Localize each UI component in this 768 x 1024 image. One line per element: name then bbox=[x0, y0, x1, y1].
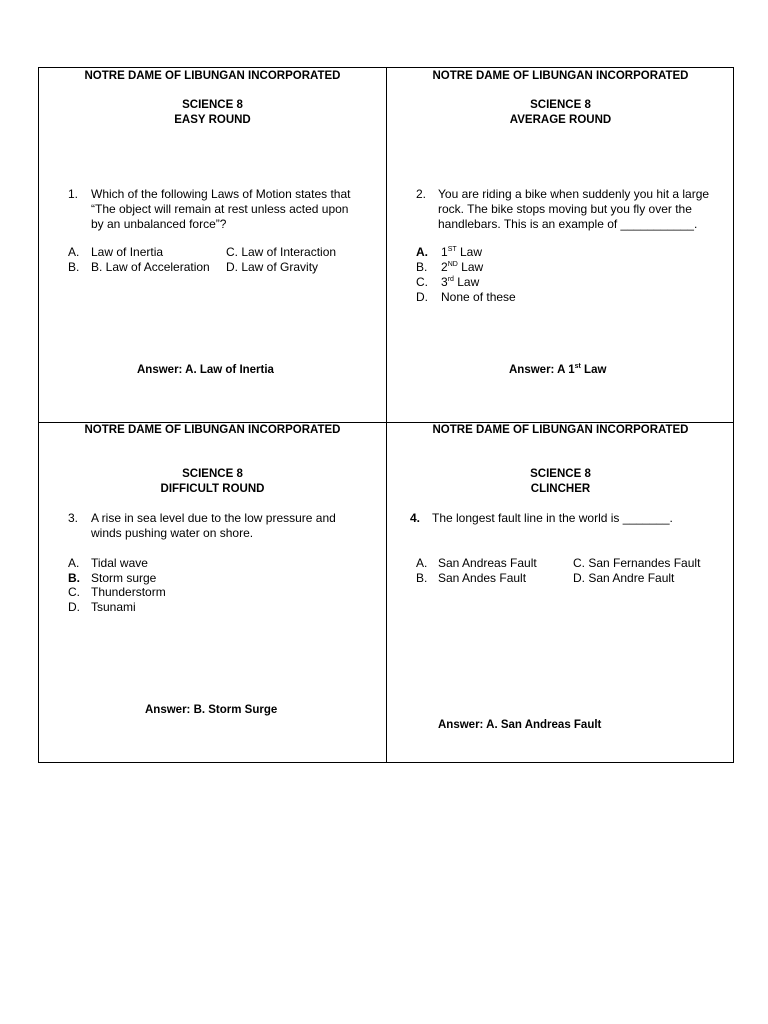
choice-text: D. Law of Gravity bbox=[226, 260, 319, 274]
choice-text: D. San Andre Fault bbox=[573, 571, 675, 585]
choice-letter: A. bbox=[68, 556, 80, 570]
choice-text: Law of Inertia bbox=[91, 245, 164, 259]
question-line: “The object will remain at rest unless acted upon bbox=[91, 202, 349, 216]
choice-text: B. Law of Acceleration bbox=[91, 260, 210, 274]
answer-text: Answer: A. Law of Inertia bbox=[137, 364, 274, 376]
subject-title: SCIENCE 8 bbox=[530, 99, 591, 111]
school-name: NOTRE DAME OF LIBUNGAN INCORPORATED bbox=[84, 424, 341, 436]
round-title: DIFFICULT ROUND bbox=[160, 483, 265, 495]
quiz-card-easy bbox=[39, 68, 386, 422]
round-title: CLINCHER bbox=[530, 483, 591, 495]
question-line: by an unbalanced force”? bbox=[91, 217, 227, 231]
choice-text: C. San Fernandes Fault bbox=[573, 556, 701, 570]
question-line: rock. The bike stops moving but you fly over the bbox=[438, 202, 692, 216]
choice-text: San Andreas Fault bbox=[438, 556, 537, 570]
choice-letter: B. bbox=[416, 260, 428, 274]
answer-text: Answer: A 1st Law bbox=[509, 363, 607, 376]
school-name: NOTRE DAME OF LIBUNGAN INCORPORATED bbox=[432, 424, 689, 436]
choice-text: 3rd Law bbox=[441, 275, 480, 289]
choice-text: Tsunami bbox=[91, 600, 136, 614]
choice-text: None of these bbox=[441, 290, 516, 304]
choice-letter: D. bbox=[416, 290, 428, 304]
subject-title: SCIENCE 8 bbox=[182, 468, 243, 480]
choice-letter: B. bbox=[68, 571, 80, 585]
choice-text: Tidal wave bbox=[91, 556, 148, 570]
choice-text: 2ND Law bbox=[441, 260, 484, 274]
answer-text: Answer: A. San Andreas Fault bbox=[438, 719, 602, 731]
question-line: The longest fault line in the world is _______. bbox=[432, 511, 673, 525]
round-title: EASY ROUND bbox=[174, 114, 251, 126]
choice-text: Storm surge bbox=[91, 571, 157, 585]
question-line: A rise in sea level due to the low pressure and bbox=[91, 511, 336, 525]
question-number: 2. bbox=[416, 187, 427, 201]
quiz-card-sheet bbox=[38, 67, 734, 763]
choice-letter: C. bbox=[68, 585, 80, 599]
choice-text: San Andes Fault bbox=[438, 571, 527, 585]
choice-letter: A. bbox=[416, 556, 428, 570]
choice-letter: A. bbox=[416, 245, 428, 259]
quiz-card-clincher bbox=[387, 423, 734, 763]
question-number: 1. bbox=[68, 187, 79, 201]
round-title: AVERAGE ROUND bbox=[509, 114, 612, 126]
school-name: NOTRE DAME OF LIBUNGAN INCORPORATED bbox=[84, 70, 341, 82]
question-number: 4. bbox=[410, 511, 421, 525]
choice-letter: D. bbox=[68, 600, 80, 614]
choice-text: 1ST Law bbox=[441, 245, 482, 259]
choice-text: C. Law of Interaction bbox=[226, 245, 337, 259]
quiz-card-average bbox=[387, 68, 734, 422]
question-line: Which of the following Laws of Motion states that bbox=[91, 187, 351, 201]
school-name: NOTRE DAME OF LIBUNGAN INCORPORATED bbox=[432, 70, 689, 82]
answer-text: Answer: B. Storm Surge bbox=[145, 704, 278, 716]
question-line: winds pushing water on shore. bbox=[91, 526, 254, 540]
question-line: handlebars. This is an example of ___________. bbox=[438, 217, 698, 231]
question-number: 3. bbox=[68, 511, 79, 525]
subject-title: SCIENCE 8 bbox=[182, 99, 243, 111]
choice-letter: C. bbox=[416, 275, 428, 289]
choice-text: Thunderstorm bbox=[91, 585, 166, 599]
subject-title: SCIENCE 8 bbox=[530, 468, 591, 480]
choice-letter: A. bbox=[68, 245, 80, 259]
question-line: You are riding a bike when suddenly you hit a large bbox=[438, 187, 710, 201]
choice-letter: B. bbox=[416, 571, 428, 585]
quiz-card-difficult bbox=[39, 423, 386, 763]
choice-letter: B. bbox=[68, 260, 80, 274]
